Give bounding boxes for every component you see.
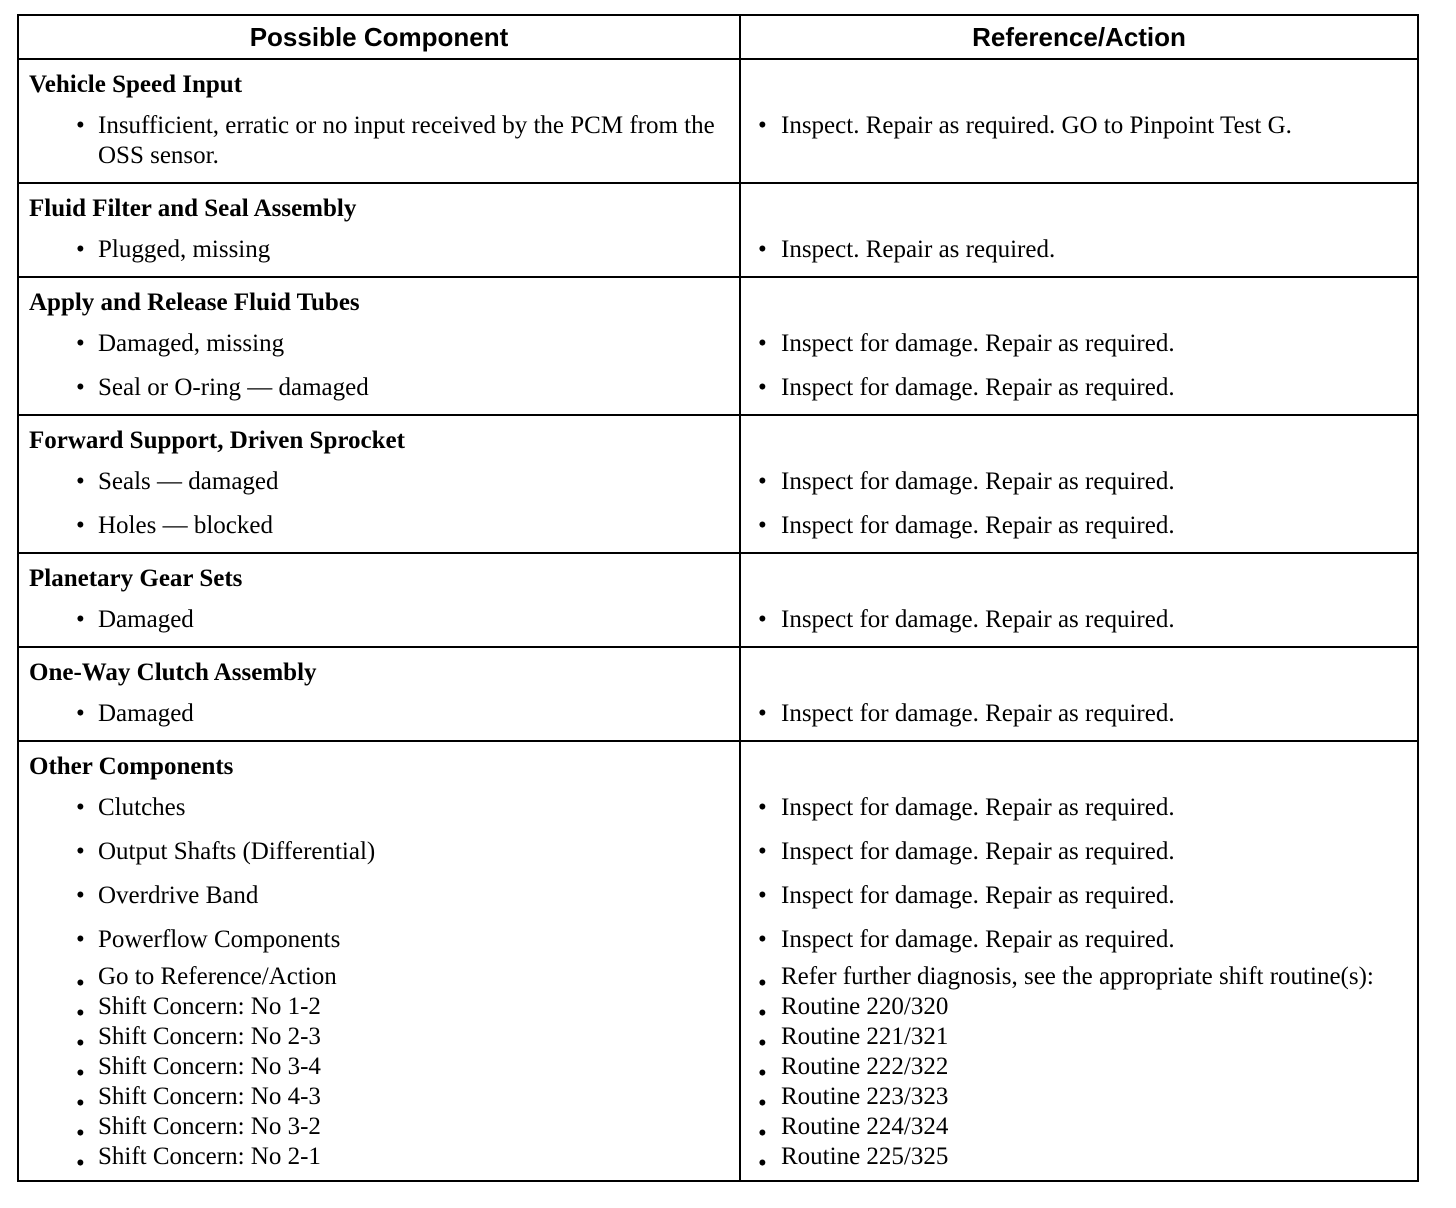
shift-concern-item <box>19 992 739 1027</box>
action-cell <box>740 874 1418 918</box>
component-cell <box>18 322 740 366</box>
component-cell <box>18 786 740 830</box>
shift-concern-item-text: Shift Concern: No 3-4 <box>98 1053 321 1080</box>
table-row <box>18 460 1418 504</box>
action-item-text: Inspect for damage. Repair as required. <box>781 606 1175 633</box>
category-title: Planetary Gear Sets <box>18 553 740 598</box>
routine-item-text: Routine 222/322 <box>781 1053 949 1080</box>
component-item <box>19 104 739 178</box>
table-row <box>18 104 1418 183</box>
bullet-icon: • <box>758 1150 767 1177</box>
action-item-text: Inspect for damage. Repair as required. <box>781 512 1175 539</box>
action-item <box>741 322 1417 366</box>
component-cell <box>18 918 740 962</box>
component-item-text: Powerflow Components <box>98 926 341 953</box>
component-cell <box>18 460 740 504</box>
routine-item-text: Routine 225/325 <box>781 1143 949 1170</box>
shift-concern-item <box>19 1082 739 1117</box>
category-action-empty <box>740 277 1418 322</box>
bullet-icon: • <box>758 700 767 727</box>
shift-concern-item <box>19 1052 739 1087</box>
action-item <box>741 228 1417 272</box>
component-cell <box>18 692 740 741</box>
component-cell <box>18 104 740 183</box>
bullet-icon: • <box>76 1030 85 1057</box>
category-row <box>18 647 1418 692</box>
category-action-empty <box>740 183 1418 228</box>
action-item-text: Inspect. Repair as required. <box>781 236 1056 263</box>
bullet-icon: • <box>76 1000 85 1027</box>
component-item <box>19 918 739 962</box>
header-reference-action: Reference/Action <box>740 15 1418 59</box>
action-item-text: Inspect for damage. Repair as required. <box>781 700 1175 727</box>
shift-concern-item <box>19 1142 739 1177</box>
action-item-text: Inspect. Repair as required. GO to Pinpoint Test G. <box>781 112 1292 139</box>
routine-item-text: Routine 221/321 <box>781 1023 949 1050</box>
bullet-icon: • <box>758 926 767 953</box>
shift-concern-item <box>19 962 739 997</box>
component-item-text: Damaged <box>98 700 194 727</box>
category-action-empty <box>740 647 1418 692</box>
bullet-icon: • <box>76 794 85 821</box>
table-row <box>18 322 1418 366</box>
routine-item-text: Routine 220/320 <box>781 993 949 1020</box>
action-item-text: Inspect for damage. Repair as required. <box>781 794 1175 821</box>
action-cell <box>740 366 1418 415</box>
component-cell <box>18 874 740 918</box>
bullet-icon: • <box>758 1060 767 1087</box>
bullet-icon: • <box>758 468 767 495</box>
table-row <box>18 692 1418 741</box>
routine-list <box>740 962 1418 1181</box>
routine-item <box>741 1142 1417 1177</box>
category-title: Apply and Release Fluid Tubes <box>18 277 740 322</box>
bullet-icon: • <box>76 1060 85 1087</box>
table-row <box>18 366 1418 415</box>
bullet-icon: • <box>758 1090 767 1117</box>
component-item-text: Insufficient, erratic or no input received by the PCM from the OSS sensor. <box>98 112 715 169</box>
component-item-text: Damaged <box>98 606 194 633</box>
bullet-icon: • <box>758 236 767 263</box>
action-item <box>741 504 1417 548</box>
action-cell <box>740 598 1418 647</box>
category-title: Forward Support, Driven Sprocket <box>18 415 740 460</box>
bullet-icon: • <box>76 512 85 539</box>
bullet-icon: • <box>76 374 85 401</box>
routine-item <box>741 1022 1417 1057</box>
component-item-text: Seal or O-ring — damaged <box>98 374 369 401</box>
bullet-icon: • <box>76 1120 85 1147</box>
bullet-icon: • <box>758 794 767 821</box>
component-item <box>19 874 739 918</box>
table-row <box>18 598 1418 647</box>
action-item <box>741 874 1417 918</box>
bullet-icon: • <box>76 700 85 727</box>
bullet-icon: • <box>758 606 767 633</box>
category-row <box>18 553 1418 598</box>
category-title: Other Components <box>18 741 740 786</box>
category-row <box>18 277 1418 322</box>
table-row <box>18 504 1418 553</box>
component-item <box>19 786 739 830</box>
bullet-icon: • <box>758 330 767 357</box>
category-row <box>18 59 1418 104</box>
shift-concern-item <box>19 1112 739 1147</box>
action-item <box>741 786 1417 830</box>
action-cell <box>740 786 1418 830</box>
action-cell <box>740 504 1418 553</box>
shift-routine-row <box>18 962 1418 1181</box>
routine-item <box>741 992 1417 1027</box>
bullet-icon: • <box>76 882 85 909</box>
action-item-text: Inspect for damage. Repair as required. <box>781 468 1175 495</box>
bullet-icon: • <box>76 1090 85 1117</box>
bullet-icon: • <box>76 112 85 139</box>
action-item-text: Inspect for damage. Repair as required. <box>781 374 1175 401</box>
bullet-icon: • <box>758 512 767 539</box>
table-row <box>18 786 1418 830</box>
action-item <box>741 460 1417 504</box>
component-item <box>19 322 739 366</box>
shift-concern-item-text: Shift Concern: No 2-3 <box>98 1023 321 1050</box>
bullet-icon: • <box>758 374 767 401</box>
routine-item <box>741 962 1417 997</box>
category-title: Fluid Filter and Seal Assembly <box>18 183 740 228</box>
routine-item-text: Refer further diagnosis, see the appropriate shift routine(s): <box>781 963 1374 990</box>
component-item-text: Clutches <box>98 794 186 821</box>
shift-concern-item-text: Go to Reference/Action <box>98 963 337 990</box>
component-item <box>19 504 739 548</box>
table-row <box>18 918 1418 962</box>
action-item <box>741 830 1417 874</box>
bullet-icon: • <box>758 970 767 997</box>
shift-concern-list <box>18 962 740 1181</box>
action-item-text: Inspect for damage. Repair as required. <box>781 330 1175 357</box>
shift-concern-item-text: Shift Concern: No 1-2 <box>98 993 321 1020</box>
component-cell <box>18 504 740 553</box>
bullet-icon: • <box>758 838 767 865</box>
action-item-text: Inspect for damage. Repair as required. <box>781 838 1175 865</box>
routine-item-text: Routine 223/323 <box>781 1083 949 1110</box>
action-cell <box>740 460 1418 504</box>
component-item <box>19 830 739 874</box>
header-possible-component: Possible Component <box>18 15 740 59</box>
action-cell <box>740 692 1418 741</box>
category-action-empty <box>740 741 1418 786</box>
bullet-icon: • <box>758 1030 767 1057</box>
action-cell <box>740 918 1418 962</box>
action-cell <box>740 830 1418 874</box>
routine-item <box>741 1082 1417 1117</box>
bullet-icon: • <box>76 838 85 865</box>
bullet-icon: • <box>76 606 85 633</box>
shift-concern-item-text: Shift Concern: No 3-2 <box>98 1113 321 1140</box>
action-item <box>741 918 1417 962</box>
component-item-text: Holes — blocked <box>98 512 273 539</box>
category-title: One-Way Clutch Assembly <box>18 647 740 692</box>
shift-concern-item-text: Shift Concern: No 2-1 <box>98 1143 321 1170</box>
category-action-empty <box>740 553 1418 598</box>
table-row <box>18 874 1418 918</box>
shift-concern-item-text: Shift Concern: No 4-3 <box>98 1083 321 1110</box>
table-body <box>18 59 1418 1181</box>
component-item-text: Overdrive Band <box>98 882 259 909</box>
component-item-text: Damaged, missing <box>98 330 285 357</box>
diagnosis-table <box>17 14 1419 1182</box>
bullet-icon: • <box>76 468 85 495</box>
action-item <box>741 692 1417 736</box>
component-item <box>19 692 739 736</box>
table-row <box>18 830 1418 874</box>
component-item <box>19 460 739 504</box>
component-cell <box>18 228 740 277</box>
category-action-empty <box>740 59 1418 104</box>
routine-item <box>741 1052 1417 1087</box>
category-row <box>18 741 1418 786</box>
bullet-icon: • <box>758 1000 767 1027</box>
component-cell <box>18 830 740 874</box>
routine-item <box>741 1112 1417 1147</box>
bullet-icon: • <box>758 1120 767 1147</box>
action-cell <box>740 228 1418 277</box>
bullet-icon: • <box>76 926 85 953</box>
component-item-text: Plugged, missing <box>98 236 271 263</box>
category-row <box>18 415 1418 460</box>
component-item-text: Output Shafts (Differential) <box>98 838 376 865</box>
category-title: Vehicle Speed Input <box>18 59 740 104</box>
header-row <box>18 15 1418 59</box>
category-row <box>18 183 1418 228</box>
bullet-icon: • <box>758 112 767 139</box>
category-action-empty <box>740 415 1418 460</box>
action-item <box>741 366 1417 410</box>
routine-item-text: Routine 224/324 <box>781 1113 949 1140</box>
action-item-text: Inspect for damage. Repair as required. <box>781 926 1175 953</box>
shift-concern-item <box>19 1022 739 1057</box>
component-item <box>19 598 739 642</box>
component-cell <box>18 598 740 647</box>
component-item-text: Seals — damaged <box>98 468 279 495</box>
action-item <box>741 598 1417 642</box>
bullet-icon: • <box>76 1150 85 1177</box>
action-cell <box>740 104 1418 183</box>
action-cell <box>740 322 1418 366</box>
bullet-icon: • <box>758 882 767 909</box>
component-item <box>19 366 739 410</box>
bullet-icon: • <box>76 236 85 263</box>
bullet-icon: • <box>76 330 85 357</box>
table-row <box>18 228 1418 277</box>
action-item <box>741 104 1417 148</box>
bullet-icon: • <box>76 970 85 997</box>
component-cell <box>18 366 740 415</box>
action-item-text: Inspect for damage. Repair as required. <box>781 882 1175 909</box>
component-item <box>19 228 739 272</box>
